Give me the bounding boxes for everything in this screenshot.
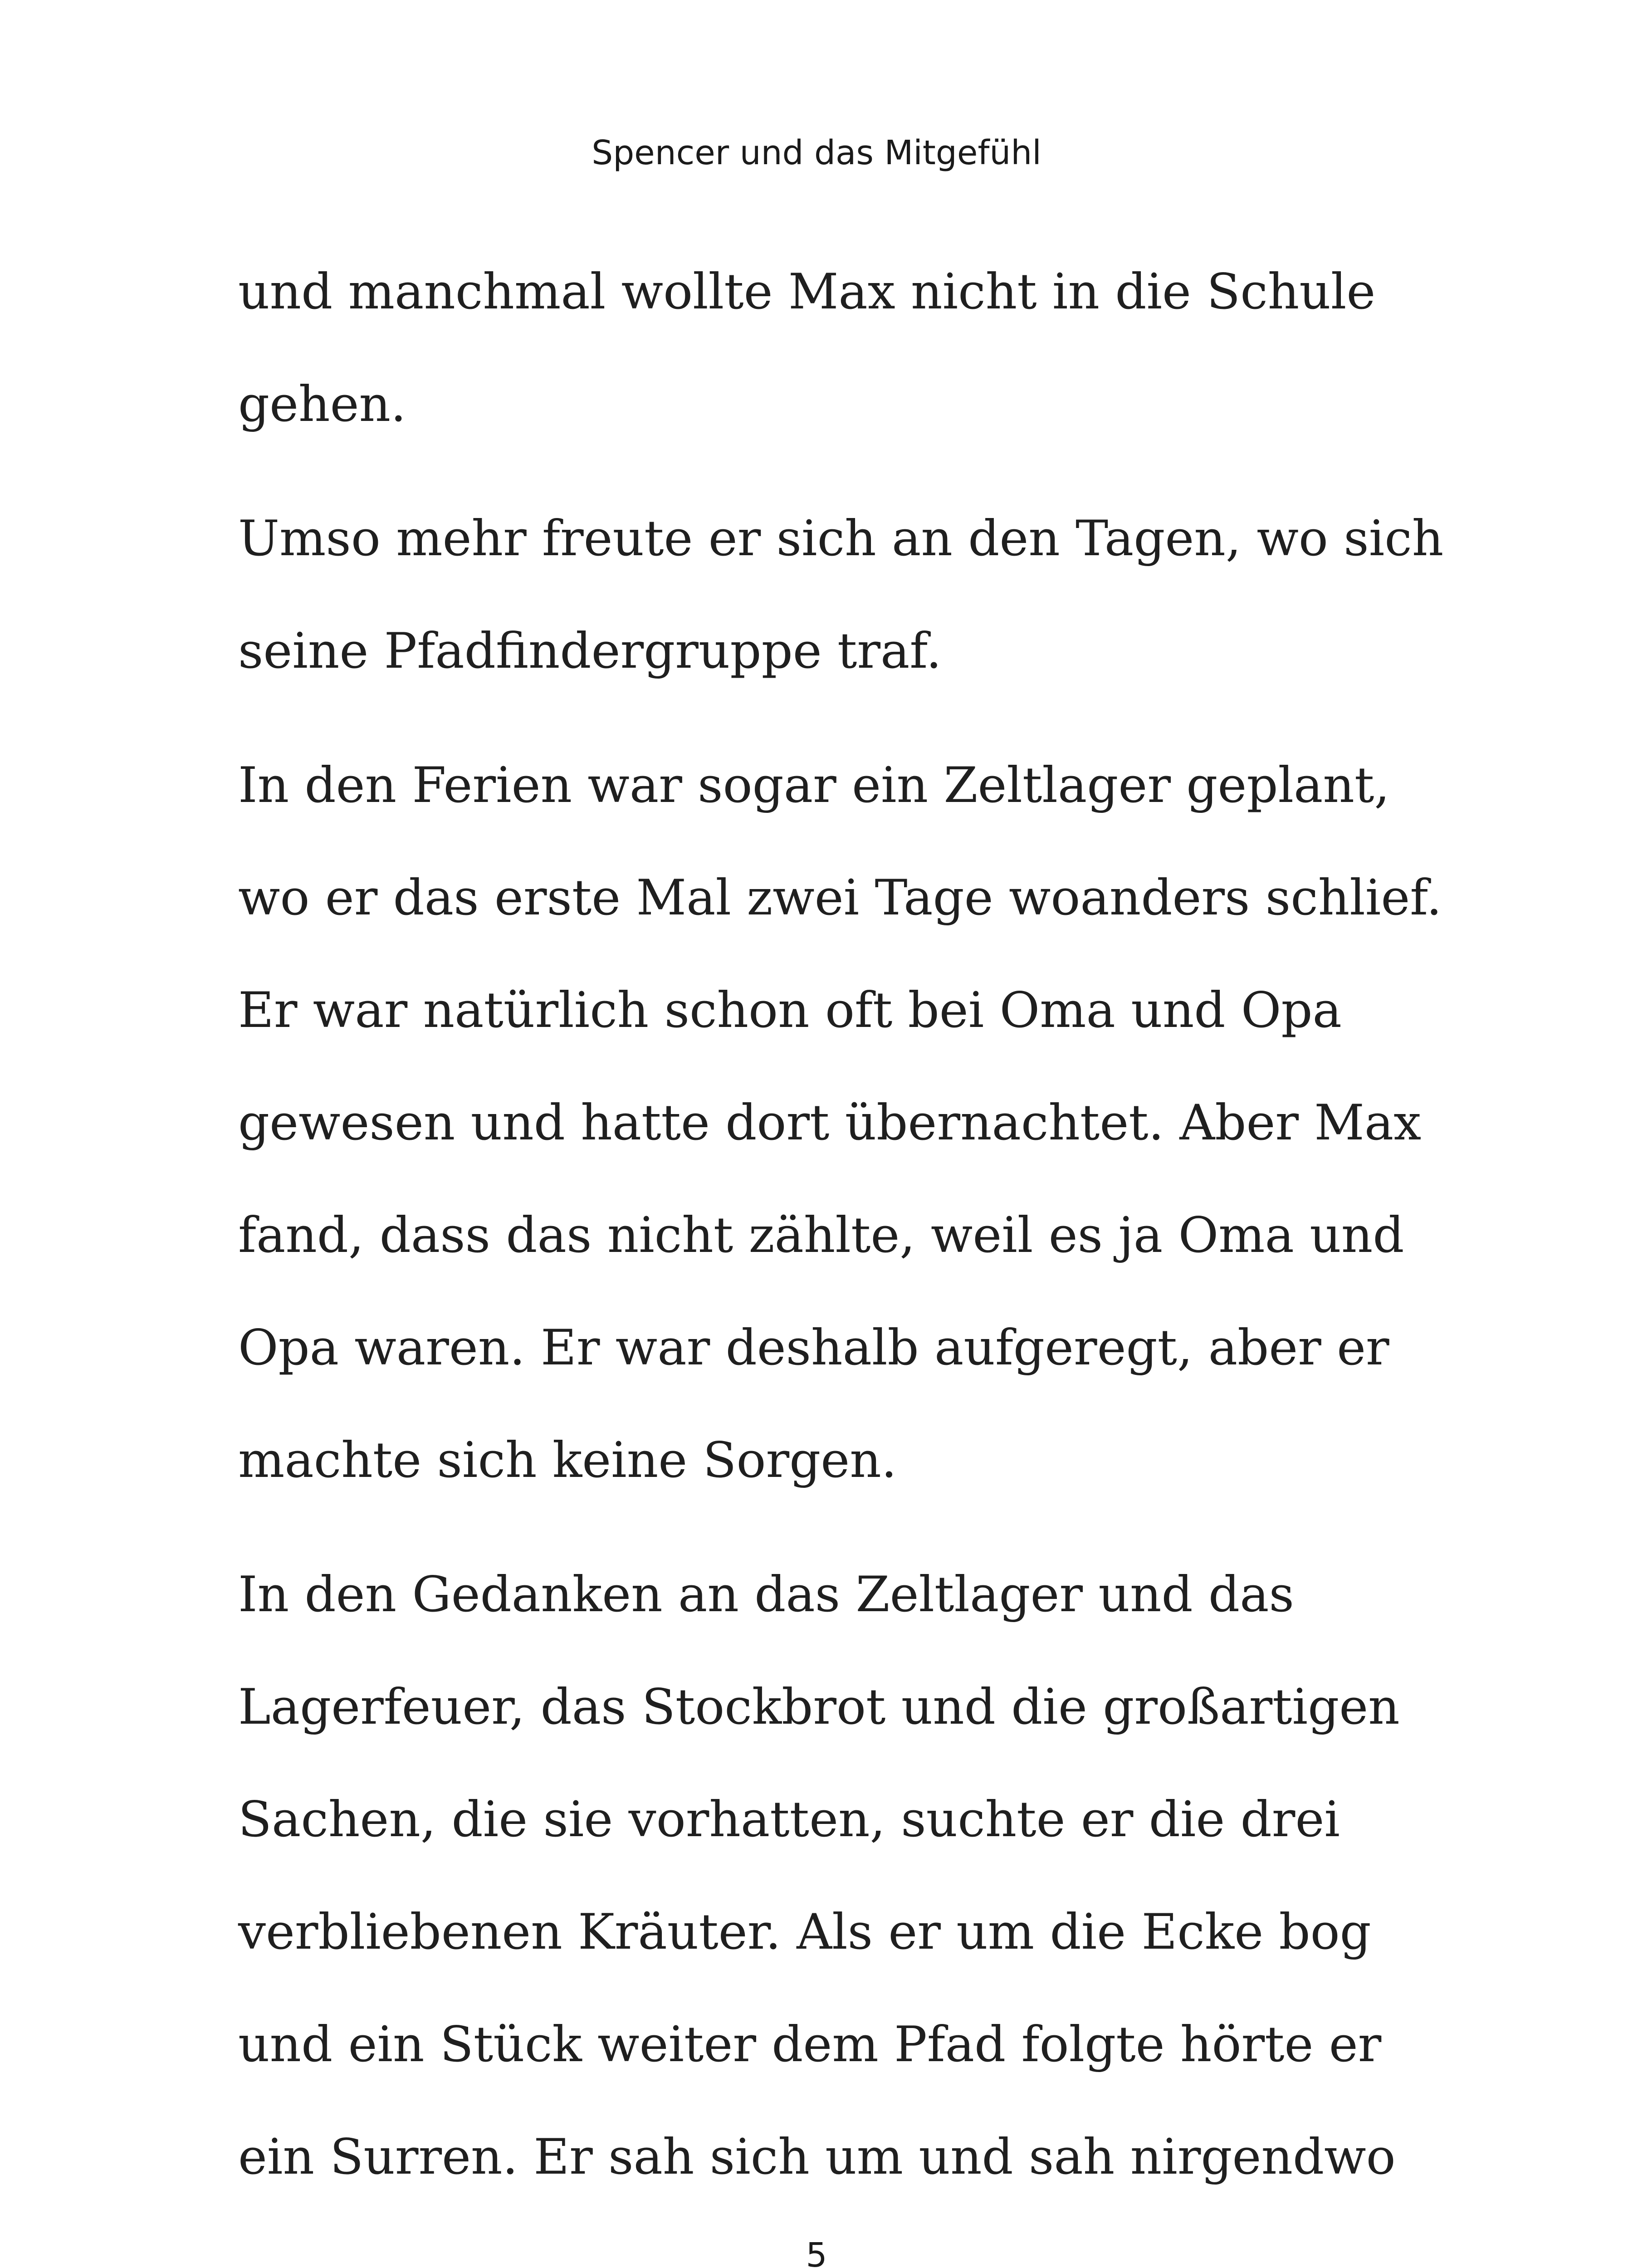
text-line: Lagerfeuer, das Stockbrot und die großartigen [238, 1679, 1400, 1735]
text-line: ein Surren. Er sah sich um und sah nirgendwo [238, 2129, 1396, 2185]
text-line: seine Pfadfindergruppe traf. [238, 623, 942, 679]
running-header: Spencer und das Mitgefühl [592, 133, 1041, 172]
text-line: Umso mehr freute er sich an den Tagen, wo sich [238, 510, 1444, 567]
text-line: und ein Stück weiter dem Pfad folgte hörte er [238, 2016, 1382, 2073]
text-line: machte sich keine Sorgen. [238, 1432, 897, 1489]
text-line: In den Ferien war sogar ein Zeltlager geplant, [238, 757, 1390, 814]
text-line: verbliebenen Kräuter. Als er um die Ecke bog [238, 1904, 1371, 1960]
text-line: und manchmal wollte Max nicht in die Schule [238, 264, 1376, 320]
text-line: Er war natürlich schon oft bei Oma und Opa [238, 982, 1342, 1039]
text-line: Opa waren. Er war deshalb aufgeregt, aber er [238, 1320, 1389, 1376]
text-line: gewesen und hatte dort übernachtet. Aber Max [238, 1095, 1422, 1151]
paragraph [238, 1539, 1463, 2214]
text-line: gehen. [238, 376, 406, 433]
paragraph [238, 729, 1463, 1517]
paragraph [238, 483, 1463, 708]
page-number: 5 [806, 2236, 827, 2268]
text-line: wo er das erste Mal zwei Tage woanders schlief. [238, 870, 1442, 926]
body-text [238, 236, 1463, 2235]
text-line: fand, dass das nicht zählte, weil es ja Oma und [238, 1207, 1404, 1264]
paragraph [238, 236, 1463, 461]
text-line: In den Gedanken an das Zeltlager und das [238, 1566, 1294, 1623]
text-line: Sachen, die sie vorhatten, suchte er die drei [238, 1791, 1340, 1848]
